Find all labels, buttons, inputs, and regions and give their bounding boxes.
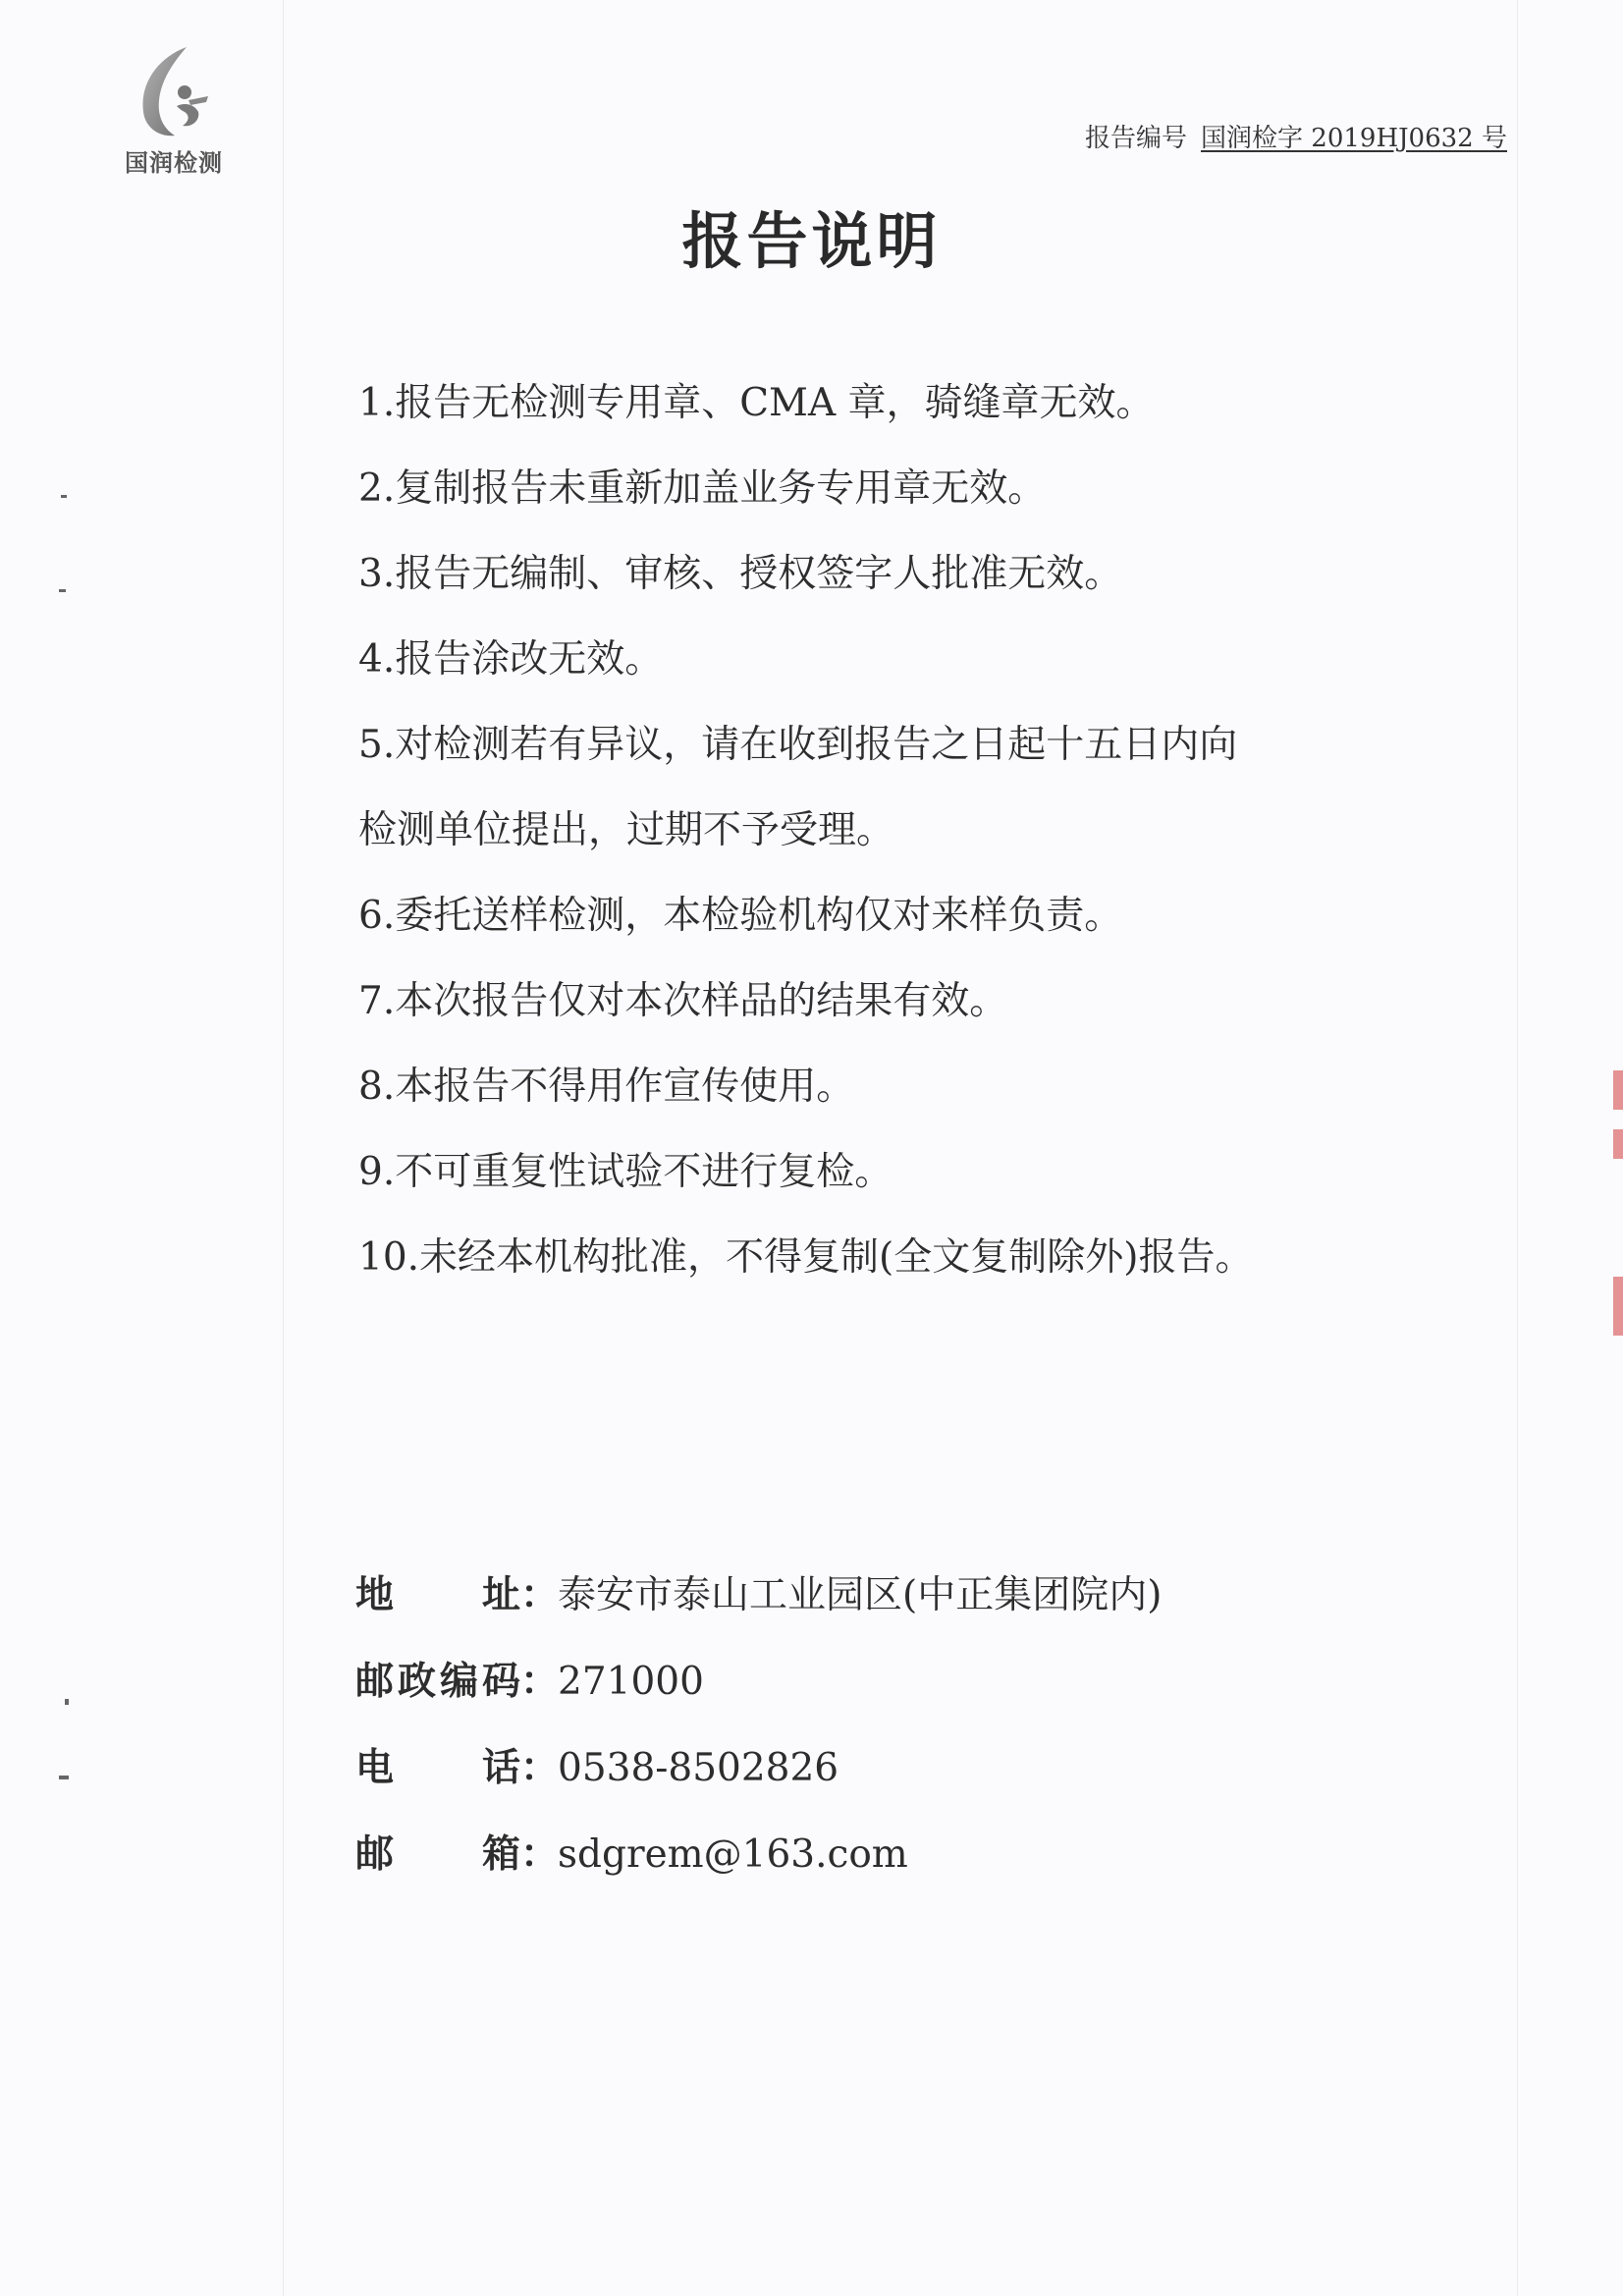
address-label: 地址 xyxy=(355,1573,520,1617)
note-item: 8.本报告不得用作宣传使用。 xyxy=(358,1065,855,1109)
note-item: 9.不可重复性试验不进行复检。 xyxy=(358,1150,893,1194)
postcode-value: 271000 xyxy=(558,1660,704,1704)
guorun-logo-icon xyxy=(130,43,218,141)
report-notes-list xyxy=(358,371,1340,1311)
note-item: 3.报告无编制、审核、授权签字人批准无效。 xyxy=(358,552,1123,596)
scan-speck xyxy=(65,1699,69,1705)
report-number-label: 报告编号 xyxy=(1085,124,1188,153)
contact-info xyxy=(355,1559,1337,1905)
report-number xyxy=(1085,118,1507,154)
email-value: sdgrem@163.com xyxy=(558,1832,908,1877)
email-row xyxy=(355,1819,1337,1905)
note-item: 7.本次报告仅对本次样品的结果有效。 xyxy=(358,979,1008,1023)
note-item: 6.委托送样检测，本检验机构仅对来样负责。 xyxy=(358,894,1123,938)
note-item: 2.复制报告未重新加盖业务专用章无效。 xyxy=(358,466,1047,511)
scan-speck xyxy=(59,589,66,592)
postcode-row xyxy=(355,1646,1337,1732)
phone-value: 0538-8502826 xyxy=(558,1746,839,1790)
logo-text: 国润检测 xyxy=(125,149,223,177)
seal-edge-mark xyxy=(1613,1070,1623,1110)
phone-label: 电话 xyxy=(355,1746,520,1790)
note-item: 4.报告涂改无效。 xyxy=(358,637,664,682)
email-colon: ： xyxy=(520,1832,560,1877)
phone-colon: ： xyxy=(520,1746,560,1790)
scan-speck xyxy=(61,495,67,498)
address-value: 泰安市泰山工业园区(中正集团院内) xyxy=(558,1573,1163,1617)
note-item: 1.报告无检测专用章、CMA 章，骑缝章无效。 xyxy=(358,381,1155,425)
seal-edge-mark xyxy=(1613,1277,1623,1336)
address-row xyxy=(355,1559,1337,1646)
seal-edge-mark xyxy=(1613,1129,1623,1159)
fold-line-right xyxy=(1517,0,1518,2296)
company-logo xyxy=(110,43,238,181)
note-item: 检测单位提出，过期不予受理。 xyxy=(358,808,895,852)
report-number-value: 国润检字 2019HJ0632 号 xyxy=(1201,124,1507,153)
note-item: 5.对检测若有异议，请在收到报告之日起十五日内向 xyxy=(358,723,1238,767)
address-colon: ： xyxy=(520,1573,560,1617)
postcode-colon: ： xyxy=(520,1660,560,1704)
postcode-label: 邮政编码 xyxy=(355,1660,520,1704)
fold-line-left xyxy=(283,0,284,2296)
email-label: 邮箱 xyxy=(355,1832,520,1877)
page-title: 报告说明 xyxy=(681,205,942,277)
phone-row xyxy=(355,1732,1337,1819)
note-item: 10.未经本机构批准，不得复制(全文复制除外)报告。 xyxy=(358,1235,1254,1280)
scan-speck xyxy=(59,1776,69,1779)
